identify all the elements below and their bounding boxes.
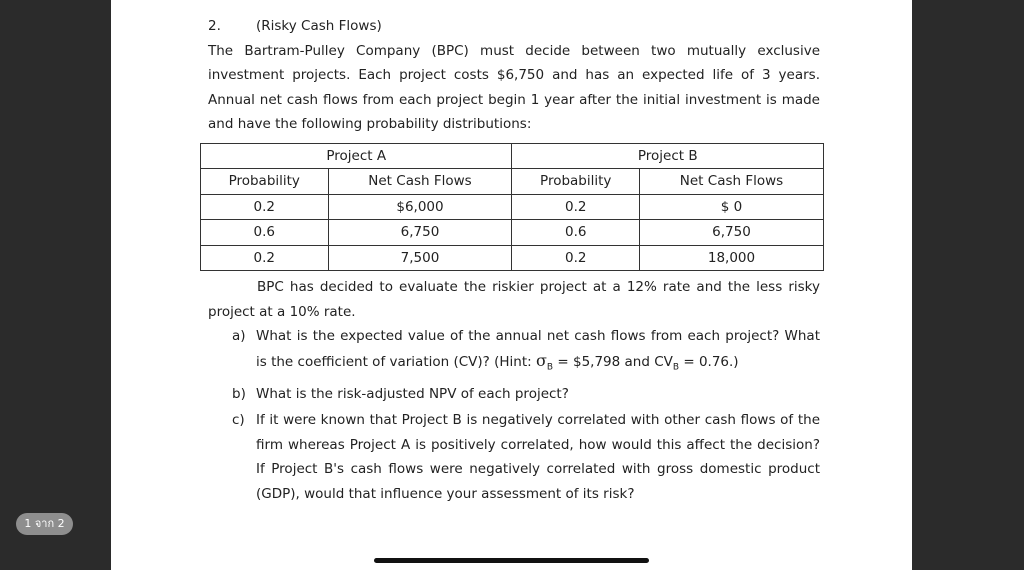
- table-cell: $6,000: [328, 194, 512, 220]
- table-cell: 0.2: [512, 194, 640, 220]
- item-a-text-part: = 0.76.): [679, 353, 739, 370]
- item-a-label: a): [232, 328, 246, 344]
- question-heading: [208, 14, 820, 39]
- item-a-text: [256, 324, 820, 380]
- table-cell: 0.2: [201, 194, 329, 220]
- table-cell: 7,500: [328, 245, 512, 271]
- question-items: [232, 324, 820, 506]
- question-number: 2.: [208, 18, 221, 34]
- document-page: [111, 0, 912, 570]
- table-cell: 6,750: [328, 220, 512, 246]
- project-a-header: Project A: [201, 143, 512, 169]
- home-indicator-bar[interactable]: [374, 558, 649, 563]
- table-group-header-row: [201, 143, 824, 169]
- column-header: Net Cash Flows: [328, 169, 512, 195]
- table-cell: 0.2: [201, 245, 329, 271]
- question-title: (Risky Cash Flows): [256, 18, 382, 34]
- table-cell: 18,000: [640, 245, 824, 271]
- question-body: [208, 275, 820, 506]
- question-intro: The Bartram-Pulley Company (BPC) must decide between two mutually exclusive investment projects. Each project costs $6,750 and has an expected life of 3 years. Annual net cash flows from each project begin 1 year after the initial investment is made and have the following probability distributions:: [208, 42, 820, 132]
- item-b-text: What is the risk-adjusted NPV of each project?: [256, 385, 569, 402]
- project-b-header: Project B: [512, 143, 824, 169]
- item-a-text-part: What is the expected value of the annual net cash flows from each project? What is the coefficient of variation (CV)? (Hint:: [256, 328, 820, 370]
- subscript-b: B: [672, 362, 680, 373]
- table-cell: 0.6: [201, 220, 329, 246]
- column-header: Probability: [512, 169, 640, 195]
- page-indicator-badge[interactable]: 1 จาก 2: [16, 513, 73, 535]
- evaluation-paragraph: BPC has decided to evaluate the riskier project at a 12% rate and the less risky project at a 10% rate.: [208, 279, 820, 320]
- item-c: [232, 408, 820, 506]
- table-cell: 0.2: [512, 245, 640, 271]
- item-a: [232, 324, 820, 380]
- table-row: [201, 245, 824, 271]
- item-b: [232, 382, 820, 407]
- sigma-symbol: σ: [535, 350, 547, 370]
- column-header: Probability: [201, 169, 329, 195]
- table-cell: $ 0: [640, 194, 824, 220]
- item-a-text-part: = $5,798 and CV: [553, 353, 673, 370]
- question-content: [208, 14, 820, 508]
- table-cell: 0.6: [512, 220, 640, 246]
- subscript-b: B: [546, 362, 554, 373]
- item-c-label: c): [232, 412, 245, 429]
- table-column-header-row: [201, 169, 824, 195]
- table-row: [201, 220, 824, 246]
- item-b-label: b): [232, 385, 246, 402]
- table-cell: 6,750: [640, 220, 824, 246]
- item-c-text: If it were known that Project B is negatively correlated with other cash flows of the firm whereas Project A is positively correlated, how would this affect the decision? If Project B's cash flows were negatively correlated with gross domestic product (GDP), would that influence your assessment of its risk?: [256, 412, 820, 502]
- table-row: [201, 194, 824, 220]
- column-header: Net Cash Flows: [640, 169, 824, 195]
- probability-table: [200, 143, 824, 272]
